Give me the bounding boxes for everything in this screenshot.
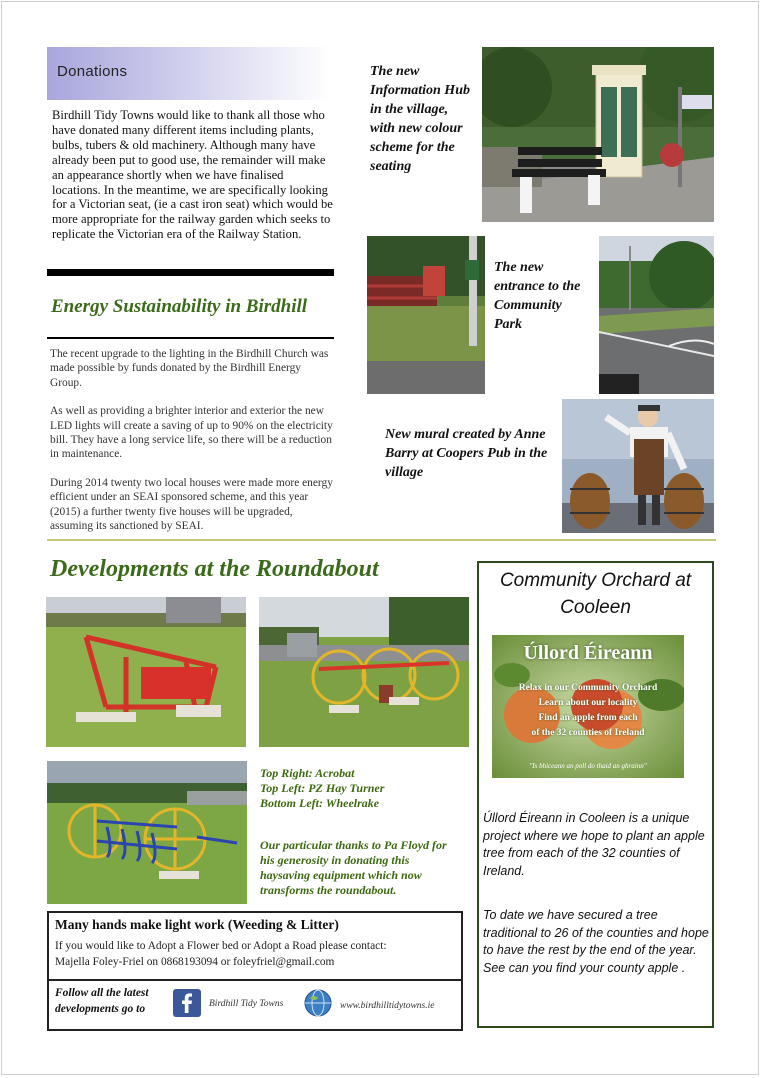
road-photo [599, 236, 714, 394]
poster-footer: "Is bhiceann an poll do thaid an ghrainn" [529, 762, 647, 770]
donations-text: Birdhill Tidy Towns would like to thank all those who have donated many different items including plants, bulbs, tubers & old machinery. Although many have already been put to good use, the remainder will make an appearance shortly when we have finalised locations. In the meantime, we are specifically looking for a Victorian seat, (ie a cast iron seat) which would be more appropriate for the railway garden which seeks to replicate the Victorian era of the Railway Station. [52, 108, 333, 242]
machinery-captions [260, 766, 460, 810]
energy-paragraph: During 2014 twenty two local houses were made more energy efficient under an SEAI sponsored scheme, and this year (2015) a further twenty five houses will be upgraded, assuming its sanctioned by SEAI. [50, 476, 333, 533]
info-hub-caption: The new Information Hub in the village, with new colour scheme for the seating [370, 64, 470, 174]
caption-line: Bottom Left: Wheelrake [260, 795, 380, 810]
energy-title: Energy Sustainability in Birdhill [51, 296, 308, 317]
caption-line: Top Right: Acrobat [260, 766, 355, 780]
poster-heading: Úllord Éireann [523, 642, 653, 664]
energy-paragraph: The recent upgrade to the lighting in the Birdhill Church was made possible by funds donated by the Birdhill Energy Group. [50, 348, 329, 389]
acrobat-photo [259, 597, 469, 747]
section-divider [47, 269, 334, 276]
orchard-paragraph: Úllord Éireann in Cooleen is a unique project where we hope to plant an apple tree from each of the 32 counties of Ireland. [483, 811, 705, 878]
website-link[interactable]: www.birdhilltidytowns.ie [340, 1001, 435, 1011]
globe-icon[interactable] [304, 989, 332, 1017]
facebook-link[interactable]: Birdhill Tidy Towns [209, 999, 284, 1009]
donations-title: Donations [57, 63, 128, 80]
poster-line: Learn about our locality [538, 698, 638, 708]
mural-caption: New mural created by Anne Barry at Coopers Pub in the village [385, 427, 548, 480]
facebook-icon[interactable] [173, 989, 201, 1017]
energy-paragraph: As well as providing a brighter interior and exterior the new LED lights will create a saving of up to 90% on the electricity bill. They have a long service life, so there will be a reduction in maintenance. [50, 405, 333, 461]
orchard-paragraph: To date we have secured a tree traditional to 26 of the counties and hope to have the rest by the end of the year. See can you find your county apple . [483, 908, 709, 975]
thanks-text: Our particular thanks to Pa Floyd for his generosity in donating this haysaving equipment which now transforms the roundabout. [260, 838, 447, 897]
weeding-title: Many hands make light work (Weeding & Litter) [55, 917, 339, 932]
poster-lines [492, 681, 684, 741]
poster-line: Find an apple from each [538, 713, 638, 723]
roundabout-title: Developments at the Roundabout [50, 556, 379, 582]
info-hub-photo [482, 47, 714, 222]
contact-line: Majella Foley-Friel on 0868193094 or foleyfriel@gmail.com [55, 956, 335, 968]
poster-line: Relax in our Community Orchard [518, 683, 658, 693]
weeding-line: If you would like to Adopt a Flower bed or Adopt a Road please contact: [55, 940, 387, 952]
energy-text [50, 347, 334, 533]
mural-photo [562, 399, 714, 533]
energy-title-rule [47, 337, 334, 339]
weeding-divider [49, 979, 461, 981]
weeding-text [55, 938, 457, 970]
section-divider-green [47, 539, 716, 541]
orchard-title: Community Orchard at Cooleen [499, 570, 692, 618]
poster-line: of the 32 counties of Ireland [531, 728, 645, 738]
caption-line: Top Left: PZ Hay Turner [260, 780, 385, 795]
wheelrake-photo [47, 761, 247, 904]
hay-turner-photo [46, 597, 246, 747]
park-entrance-caption: The new entrance to the Community Park [494, 260, 581, 332]
follow-text: Follow all the latest developments go to [55, 987, 149, 1015]
park-entrance-photo [367, 236, 485, 394]
